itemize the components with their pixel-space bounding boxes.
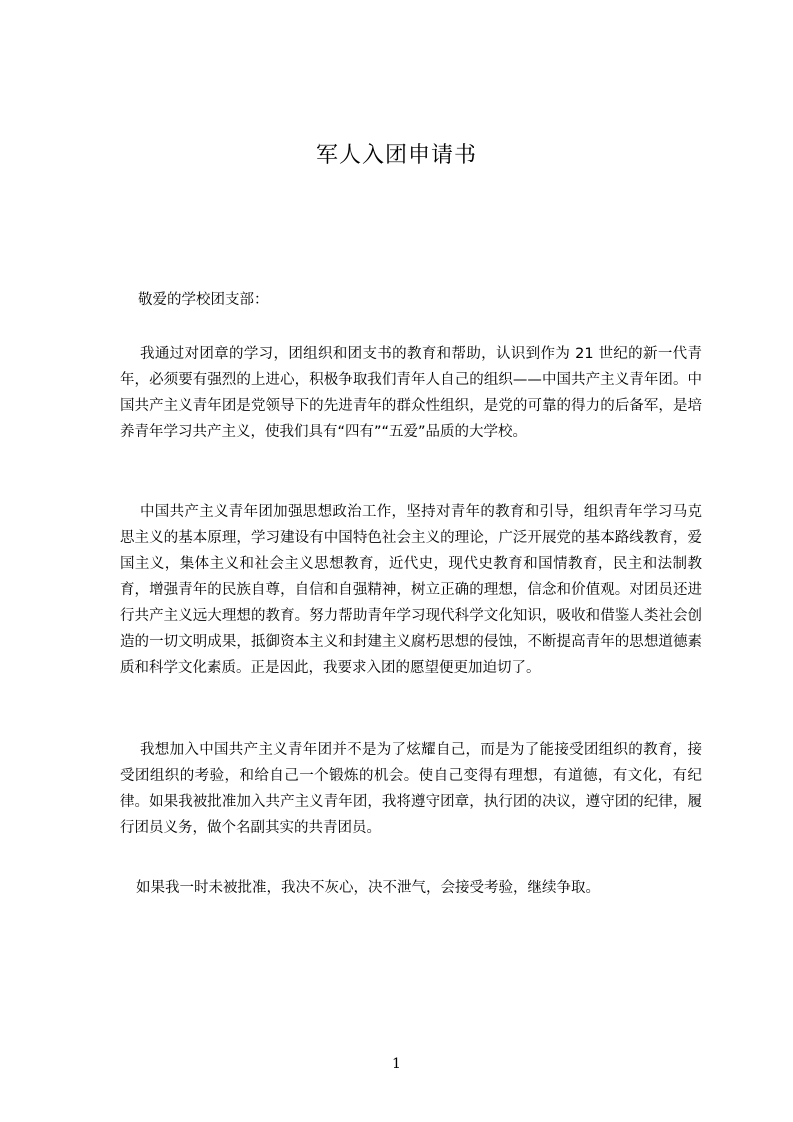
page-number: 1	[392, 1056, 401, 1072]
paragraph-4: 如果我一时未被批准，我决不灰心，决不泄气，会接受考验，继续争取。	[136, 880, 600, 896]
paragraph-1: 我通过对团章的学习，团组织和团支书的教育和帮助，认识到作为 21 世纪的新一代青年，必须要有强烈的上进心，积极争取我们青年人自己的组织——中国共产主义青年团。中国共产主义青年团是党领导下的先进青年的群众性组织，是党的可靠的得力的后备军，是培养青年学习共产主义，使我们具有“四有”“五爱”品质的大学校。	[120, 346, 702, 440]
salutation: 敬爱的学校团支部：	[138, 292, 269, 308]
document-title: 军人入团申请书	[315, 143, 477, 168]
paragraph-3: 我想加入中国共产主义青年团并不是为了炫耀自己，而是为了能接受团组织的教育，接受团组织的考验，和给自己一个锻炼的机会。使自己变得有理想，有道德，有文化，有纪律。如果我被批准加入共产主义青年团，我将遵守团章，执行团的决议，遵守团的纪律，履行团员义务，做个名副其实的共青团员。	[120, 742, 702, 836]
paragraph-2: 中国共产主义青年团加强思想政治工作，坚持对青年的教育和引导，组织青年学习马克思主义的基本原理，学习建设有中国特色社会主义的理论，广泛开展党的基本路线教育，爱国主义，集体主义和社会主义思想教育，近代史，现代史教育和国情教育，民主和法制教育，增强青年的民族自尊，自信和自强精神，树立正确的理想，信念和价值观。对团员还进行共产主义远大理想的教育。努力帮助青年学习现代科学文化知识，吸收和借鉴人类社会创造的一切文明成果，抵御资本主义和封建主义腐朽思想的侵蚀，不断提高青年的思想道德素质和科学文化素质。正是因此，我要求入团的愿望便更加迫切了。	[120, 504, 702, 676]
